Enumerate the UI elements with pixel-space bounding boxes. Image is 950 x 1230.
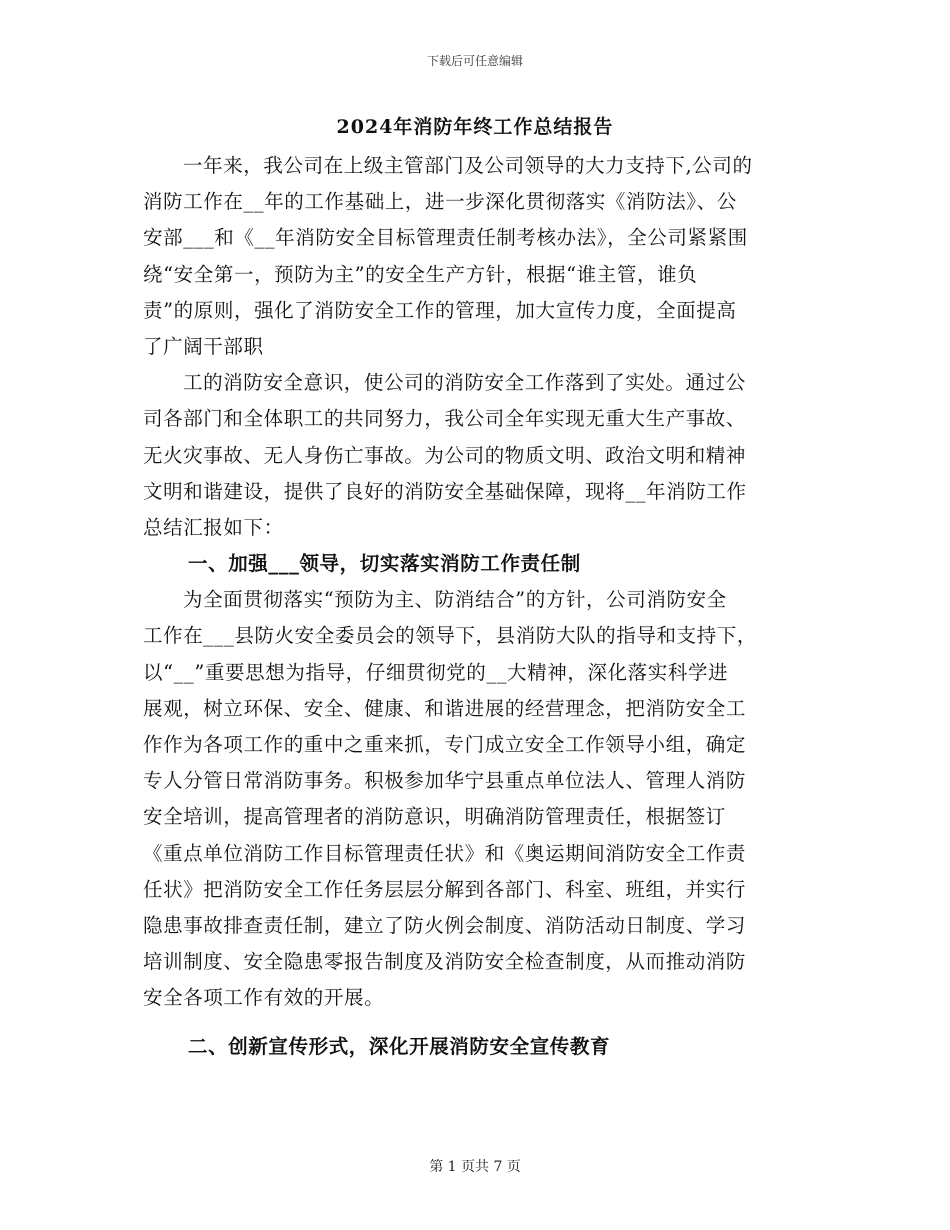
page-header-note: 下载后可任意编辑: [426, 54, 523, 68]
text-line: 绕“安全第一，预防为主”的安全生产方针，根据“谁主管，谁负: [143, 262, 698, 286]
text-line: 工作在___县防火安全委员会的领导下，县消防大队的指导和支持下，: [143, 624, 757, 648]
text-line: 一年来，我公司在上级主管部门及公司领导的大力支持下,公司的: [183, 154, 753, 177]
text-line: 安全培训，提高管理者的消防意识，明确消防管理责任，根据签订: [143, 805, 726, 829]
text-line: 以“__”重要思想为指导，仔细贯彻党的__大精神，深化落实科学进: [143, 660, 729, 684]
text-line: 《重点单位消防工作目标管理责任状》和《奥运期间消防安全工作责: [143, 841, 747, 865]
text-line: 工的消防安全意识，使公司的消防安全工作落到了实处。通过公: [183, 371, 746, 395]
text-line: 隐患事故排查责任制，建立了防火例会制度、消防活动日制度、学习: [143, 913, 747, 937]
paragraph-intro: [143, 148, 805, 365]
page-number: 第 1 页共 7 页: [429, 1159, 521, 1175]
text-line: 总结汇报如下：: [143, 515, 284, 539]
document-body: [143, 148, 805, 1065]
paragraph-section-1: [143, 582, 805, 1016]
section-heading-2: 二、创新宣传形式，深化开展消防安全宣传教育: [188, 1034, 611, 1058]
text-line: 责”的原则，强化了消防安全工作的管理，加大宣传力度，全面提高: [143, 298, 737, 322]
text-line: 司各部门和全体职工的共同努力，我公司全年实现无重大生产事故、: [143, 407, 747, 431]
text-line: 无火灾事故、无人身伤亡事故。为公司的物质文明、政治文明和精神: [143, 443, 747, 467]
text-line: 安部___和《__年消防安全目标管理责任制考核办法》，全公司紧紧围: [143, 226, 748, 250]
document-title: 2024年消防年终工作总结报告: [336, 116, 614, 138]
text-line: 专人分管日常消防事务。积极参加华宁县重点单位法人、管理人消防: [143, 769, 747, 793]
text-line: 作作为各项工作的重中之重来抓，专门成立安全工作领导小组，确定: [143, 733, 747, 756]
text-line: 任状》把消防安全工作任务层层分解到各部门、科室、班组，并实行: [143, 877, 747, 901]
text-line: 展观，树立环保、安全、健康、和谐进展的经营理念，把消防安全工: [143, 696, 747, 720]
spacer: [143, 1017, 805, 1029]
paragraph-summary: [143, 365, 805, 546]
section-heading-1: 一、加强___领导，切实落实消防工作责任制: [188, 552, 581, 576]
text-line: 安全各项工作有效的开展。: [143, 986, 385, 1010]
text-line: 了广阔干部职: [143, 334, 264, 358]
text-line: 培训制度、安全隐患零报告制度及消防安全检查制度，从而推动消防: [143, 950, 747, 974]
text-line: 文明和谐建设，提供了良好的消防安全基础保障，现将__年消防工作: [143, 479, 747, 503]
text-line: 消防工作在__年的工作基础上，进一步深化贯彻落实《消防法》、公: [143, 190, 737, 214]
text-line: 为全面贯彻落实“预防为主、防消结合”的方针，公司消防安全: [183, 588, 727, 612]
